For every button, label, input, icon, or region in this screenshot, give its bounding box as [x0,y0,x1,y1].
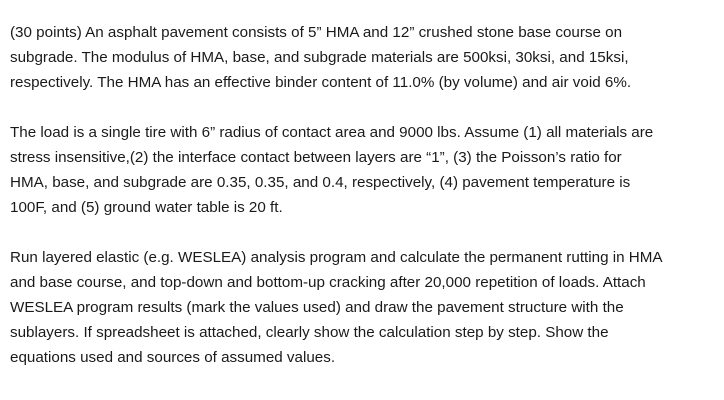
problem-paragraph-task-instructions: Run layered elastic (e.g. WESLEA) analysis program and calculate the permanent rutting in HMA and base course, and top-down and bottom-up cracking after 20,000 repetition of loads. Attach WESLEA program results (mark the values used) and draw the pavement structure with the sublayers. If spreadsheet is attached, clearly show the calculation step by step. Show the equations used and sources of assumed values. [10,249,663,366]
problem-paragraph-load-assumptions: The load is a single tire with 6” radius of contact area and 9000 lbs. Assume (1) all materials are stress insensitive,(2) the interface contact between layers are “1”, (3) the Poisson’s ratio for HMA, base, and subgrade are 0.35, 0.35, and 0.4, respectively, (4) pavement temperature is 100F, and (5) ground water table is 20 ft. [10,124,654,216]
problem-paragraph-pavement-description: (30 points) An asphalt pavement consists of 5” HMA and 12” crushed stone base course on subgrade. The modulus of HMA, base, and subgrade materials are 500ksi, 30ksi, and 15ksi, respectively. The HMA has an effective binder content of 11.0% (by volume) and air void 6%. [10,24,632,91]
